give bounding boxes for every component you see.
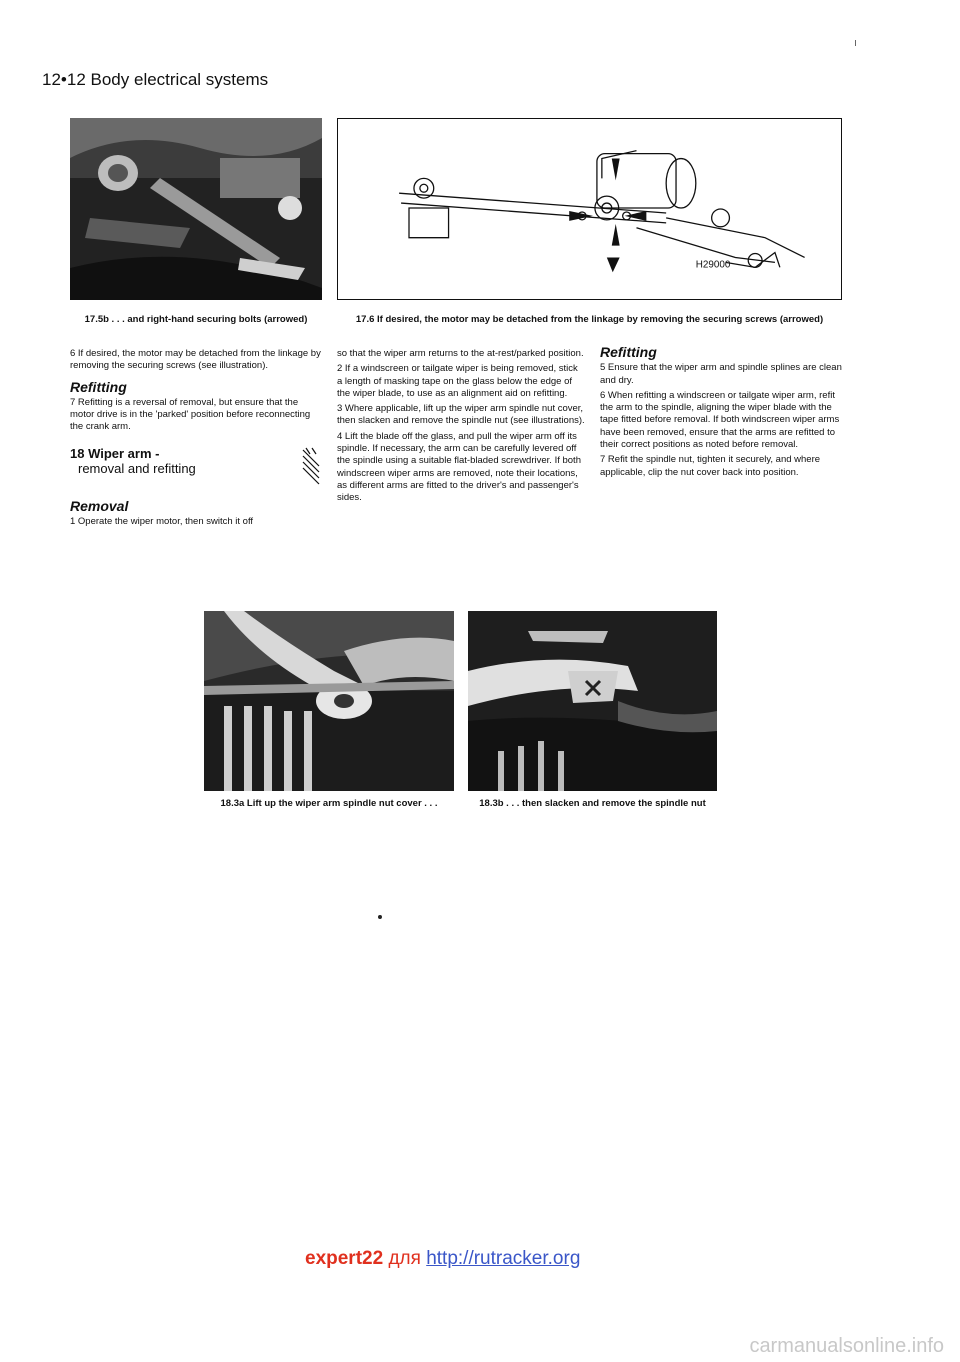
caption-18-3a: 18.3a Lift up the wiper arm spindle nut cover . . . [220, 798, 438, 809]
paragraph-18-3: 3 Where applicable, lift up the wiper arm spindle nut cover, then slacken and remove the spindle nut (see illustrations). [337, 403, 585, 427]
heading-refitting: Refitting [70, 378, 127, 395]
caption-18-3b: 18.3b . . . then slacken and remove the spindle nut [479, 798, 706, 809]
photo-17-5b [70, 118, 322, 300]
paragraph-18-2: 2 If a windscreen or tailgate wiper is being removed, stick a length of masking tape on the glass below the edge of the wiper blade, to use as an alignment aid on refitting. [337, 363, 578, 399]
text-column-3 [600, 346, 848, 482]
chapter-title: Body electrical systems [90, 70, 269, 89]
page-header [42, 70, 268, 90]
section-subtitle: removal and refitting [78, 460, 196, 476]
scan-mark [855, 40, 856, 46]
heading-refitting-2: Refitting [600, 344, 657, 360]
section-18-heading [70, 446, 322, 486]
paragraph-18-7: 7 Refit the spindle nut, tighten it securely, and where applicable, clip the nut cover back into position. [600, 454, 821, 478]
heading-removal: Removal [70, 497, 129, 514]
figure-code: H29000 [695, 259, 731, 271]
paragraph-18-1-continued: so that the wiper arm returns to the at-rest/parked position. [337, 348, 584, 359]
diagram-17-6 [337, 118, 842, 300]
paragraph-17-6: 6 If desired, the motor may be detached from the linkage by removing the securing screws (see illustration). [70, 348, 321, 372]
paragraph-17-7: 7 Refitting is a reversal of removal, but ensure that the motor drive is in the 'parked' position before reconnecting the crank arm. [70, 396, 311, 433]
page-number: 12•12 [42, 70, 86, 89]
footer-credit [305, 1248, 580, 1270]
photo-18-3a [204, 611, 454, 791]
paragraph-18-4: 4 Lift the blade off the glass, and pull the wiper arm off its spindle. If necessary, the arm can be carefully levered off the spindle using a suitable flat-bladed screwdriver. If both windscreen wiper arms are removed, note their locations, as different arms are fitted to the driver's and passenger's sides. [337, 430, 581, 504]
photo-18-3b [468, 611, 717, 791]
caption-17-6: 17.6 If desired, the motor may be detached from the linkage by removing the securing screws (arrowed) [355, 314, 824, 325]
paragraph-18-5: 5 Ensure that the wiper arm and spindle splines are clean and dry. [600, 362, 842, 386]
stray-mark [378, 915, 382, 919]
caption-17-5b: 17.5b . . . and right-hand securing bolts (arrowed) [84, 314, 308, 325]
text-column-2 [337, 348, 585, 508]
footer-brand: expert22 [305, 1248, 384, 1269]
difficulty-wrench-icon [300, 446, 322, 486]
paragraph-18-6: 6 When refitting a windscreen or tailgate wiper arm, refit the arm to the spindle, aligning the wiper blade with the tape fitted before removal. If both windscreen wiper arms have been removed, ensure that the arms are refitted to their correct positions as noted before removal. [600, 389, 840, 451]
footer-separator: для [383, 1248, 427, 1269]
section-title: 18 Wiper arm - [70, 445, 160, 461]
paragraph-18-1: 1 Operate the wiper motor, then switch it off [70, 516, 254, 528]
text-column-1 [70, 348, 322, 531]
footer-link[interactable]: http://rutracker.org [426, 1248, 581, 1269]
watermark: carmanualsonline.info [749, 1335, 944, 1357]
